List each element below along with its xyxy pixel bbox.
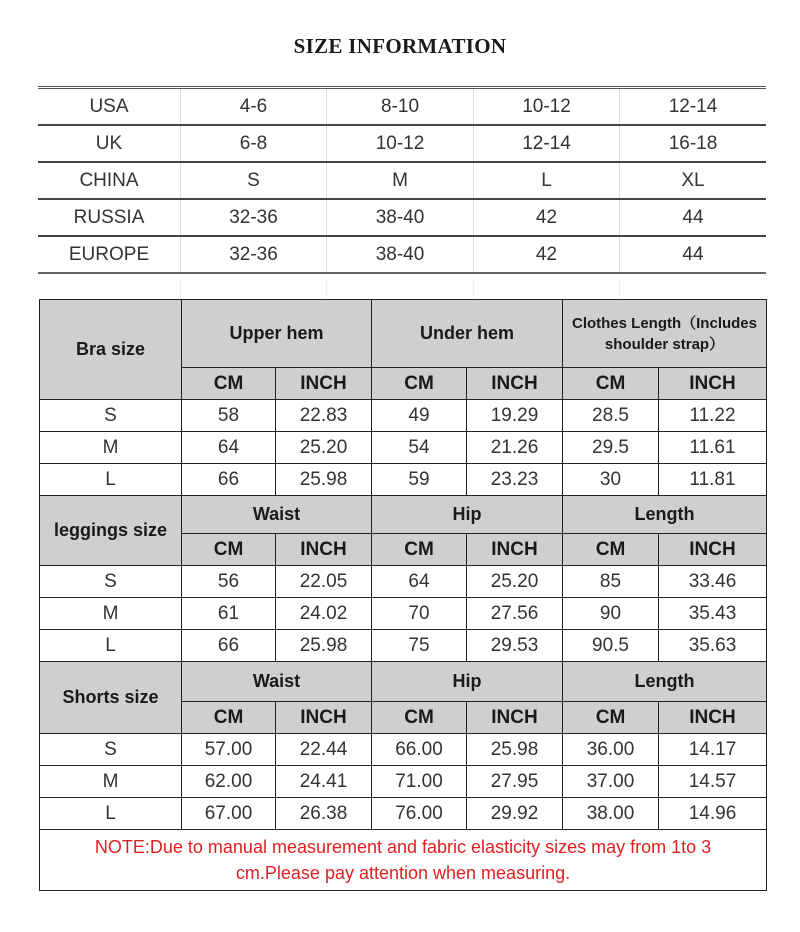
size-label: S xyxy=(40,734,182,766)
cell: 64 xyxy=(182,432,276,464)
cell: 70 xyxy=(372,598,467,630)
region-label: CHINA xyxy=(38,163,181,198)
unit-cm: CM xyxy=(372,702,467,734)
cell: 64 xyxy=(372,566,467,598)
unit-inch: INCH xyxy=(467,702,563,734)
size-conversion-table xyxy=(38,86,766,274)
size-label: M xyxy=(40,766,182,798)
conversion-row-russia xyxy=(38,200,766,237)
cell: 14.17 xyxy=(659,734,767,766)
cell: 71.00 xyxy=(372,766,467,798)
unit-inch: INCH xyxy=(276,534,372,566)
group-header: Waist xyxy=(182,662,372,702)
conversion-row-usa xyxy=(38,89,766,126)
cell: 35.63 xyxy=(659,630,767,662)
size-label: L xyxy=(40,798,182,830)
cell: 38.00 xyxy=(563,798,659,830)
group-header: Clothes Length（Includes shoulder strap） xyxy=(563,300,767,368)
unit-inch: INCH xyxy=(659,702,767,734)
cell: 66 xyxy=(182,630,276,662)
size-value: 4-6 xyxy=(181,89,327,124)
cell: 11.61 xyxy=(659,432,767,464)
cell: 27.56 xyxy=(467,598,563,630)
unit-cm: CM xyxy=(563,702,659,734)
group-header: Under hem xyxy=(372,300,563,368)
leggings-size-label: leggings size xyxy=(40,496,182,566)
size-value: 12-14 xyxy=(474,126,620,161)
size-value: 44 xyxy=(682,206,704,228)
unit-cm: CM xyxy=(182,368,276,400)
cell: 61 xyxy=(182,598,276,630)
unit-cm: CM xyxy=(563,368,659,400)
size-value: XL xyxy=(681,169,705,191)
cell: 66 xyxy=(182,464,276,496)
cell: 29.92 xyxy=(467,798,563,830)
cell: 85 xyxy=(563,566,659,598)
cell: 26.38 xyxy=(276,798,372,830)
cell: 67.00 xyxy=(182,798,276,830)
group-header: Upper hem xyxy=(182,300,372,368)
conversion-row-europe xyxy=(38,237,766,274)
table-row xyxy=(40,464,767,496)
conversion-row-uk xyxy=(38,126,766,163)
size-value: 44 xyxy=(682,243,704,265)
cell: 25.20 xyxy=(276,432,372,464)
unit-cm: CM xyxy=(372,368,467,400)
cell: 75 xyxy=(372,630,467,662)
cell: 28.5 xyxy=(563,400,659,432)
size-value: 10-12 xyxy=(474,89,620,124)
cell: 62.00 xyxy=(182,766,276,798)
size-value: 12-14 xyxy=(668,95,718,117)
cell: 14.57 xyxy=(659,766,767,798)
table-row xyxy=(40,400,767,432)
size-value: 42 xyxy=(474,200,620,235)
measurement-table xyxy=(39,299,767,891)
group-header: Length xyxy=(563,496,767,534)
cell: 22.05 xyxy=(276,566,372,598)
cell: 33.46 xyxy=(659,566,767,598)
group-header: Hip xyxy=(372,662,563,702)
unit-inch: INCH xyxy=(467,368,563,400)
shorts-header-row xyxy=(40,662,767,702)
unit-inch: INCH xyxy=(659,368,767,400)
region-label: RUSSIA xyxy=(38,200,181,235)
cell: 57.00 xyxy=(182,734,276,766)
page-title: SIZE INFORMATION xyxy=(293,34,507,58)
size-value: 42 xyxy=(474,237,620,272)
region-label: EUROPE xyxy=(38,237,181,272)
size-label: M xyxy=(40,598,182,630)
region-label: UK xyxy=(38,126,181,161)
size-value: 32-36 xyxy=(181,237,327,272)
table-row xyxy=(40,566,767,598)
size-value: S xyxy=(181,163,327,198)
cell: 29.5 xyxy=(563,432,659,464)
size-value: L xyxy=(474,163,620,198)
cell: 36.00 xyxy=(563,734,659,766)
unit-cm: CM xyxy=(372,534,467,566)
leggings-header-row xyxy=(40,496,767,534)
cell: 11.81 xyxy=(659,464,767,496)
cell: 25.98 xyxy=(276,464,372,496)
group-header: Hip xyxy=(372,496,563,534)
size-value: M xyxy=(327,163,474,198)
unit-inch: INCH xyxy=(467,534,563,566)
cell: 25.98 xyxy=(276,630,372,662)
table-row xyxy=(40,598,767,630)
size-label: S xyxy=(40,400,182,432)
cell: 11.22 xyxy=(659,400,767,432)
size-value: 16-18 xyxy=(668,132,718,154)
unit-cm: CM xyxy=(182,702,276,734)
unit-cm: CM xyxy=(563,534,659,566)
size-value: 38-40 xyxy=(327,237,474,272)
cell: 37.00 xyxy=(563,766,659,798)
cell: 14.96 xyxy=(659,798,767,830)
cell: 22.83 xyxy=(276,400,372,432)
table-row xyxy=(40,798,767,830)
cell: 27.95 xyxy=(467,766,563,798)
cell: 49 xyxy=(372,400,467,432)
cell: 59 xyxy=(372,464,467,496)
table-row xyxy=(40,630,767,662)
cell: 24.02 xyxy=(276,598,372,630)
size-label: M xyxy=(40,432,182,464)
bra-header-row xyxy=(40,300,767,368)
cell: 90 xyxy=(563,598,659,630)
cell: 30 xyxy=(563,464,659,496)
cell: 25.20 xyxy=(467,566,563,598)
cell: 21.26 xyxy=(467,432,563,464)
conversion-row-china xyxy=(38,163,766,200)
unit-inch: INCH xyxy=(276,702,372,734)
unit-inch: INCH xyxy=(276,368,372,400)
cell: 56 xyxy=(182,566,276,598)
region-label: USA xyxy=(38,89,181,124)
size-value: 8-10 xyxy=(327,89,474,124)
cell: 25.98 xyxy=(467,734,563,766)
cell: 22.44 xyxy=(276,734,372,766)
size-value: 6-8 xyxy=(181,126,327,161)
cell: 23.23 xyxy=(467,464,563,496)
note-row xyxy=(40,830,767,891)
shorts-size-label: Shorts size xyxy=(40,662,182,734)
cell: 90.5 xyxy=(563,630,659,662)
cell: 24.41 xyxy=(276,766,372,798)
measurement-note: NOTE:Due to manual measurement and fabric elasticity sizes may from 1to 3 cm.Please pay attention when measuring. xyxy=(40,830,767,891)
cell: 54 xyxy=(372,432,467,464)
size-value: 32-36 xyxy=(181,200,327,235)
size-value: 10-12 xyxy=(327,126,474,161)
group-header: Length xyxy=(563,662,767,702)
unit-inch: INCH xyxy=(659,534,767,566)
table-row xyxy=(40,766,767,798)
cell: 76.00 xyxy=(372,798,467,830)
cell: 66.00 xyxy=(372,734,467,766)
size-value: 38-40 xyxy=(327,200,474,235)
size-label: L xyxy=(40,630,182,662)
table-row xyxy=(40,734,767,766)
cell: 29.53 xyxy=(467,630,563,662)
cell: 58 xyxy=(182,400,276,432)
size-label: L xyxy=(40,464,182,496)
table-row xyxy=(40,432,767,464)
grid-spacer xyxy=(38,278,766,298)
cell: 19.29 xyxy=(467,400,563,432)
cell: 35.43 xyxy=(659,598,767,630)
group-header: Waist xyxy=(182,496,372,534)
unit-cm: CM xyxy=(182,534,276,566)
size-label: S xyxy=(40,566,182,598)
bra-size-label: Bra size xyxy=(40,300,182,400)
